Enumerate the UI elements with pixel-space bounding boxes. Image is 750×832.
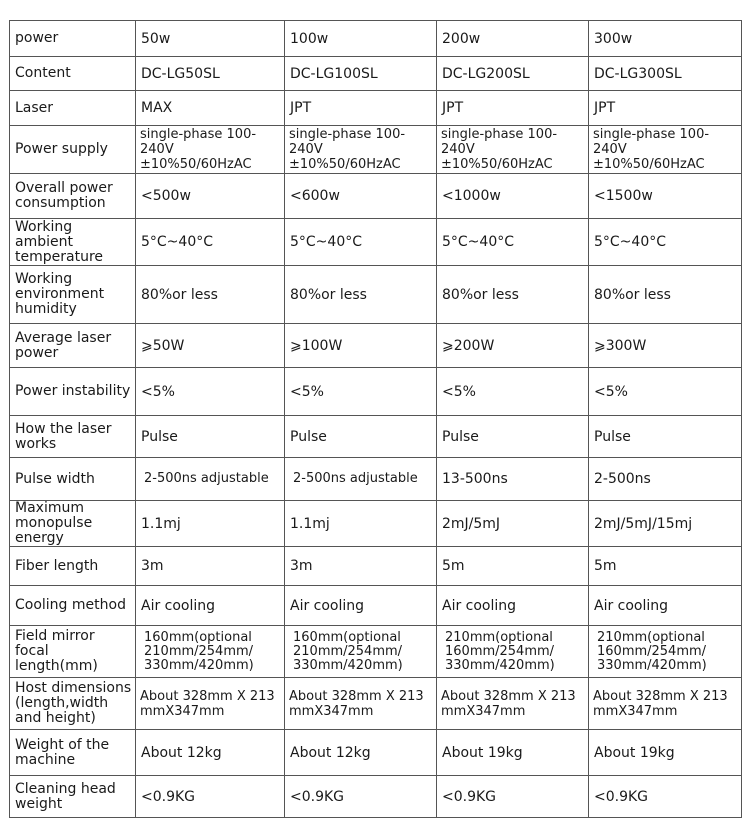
row-label: Overall power consumption [10, 174, 136, 219]
table-row [10, 501, 742, 547]
table-row [10, 324, 742, 368]
table-row [10, 730, 742, 776]
cell-300w: 5m [589, 547, 742, 586]
cell-300w: 300w [589, 21, 742, 57]
row-label: Power instability [10, 368, 136, 416]
cell-50w: 2-500ns adjustable [136, 458, 285, 501]
cell-200w: single-phase 100-240V ±10%50/60HzAC [437, 126, 589, 174]
row-label: Field mirror focal length(mm) [10, 626, 136, 678]
cell-300w: 80%or less [589, 266, 742, 324]
cell-100w: 160mm(optional 210mm/254mm/ 330mm/420mm) [285, 626, 437, 678]
cell-100w: JPT [285, 91, 437, 126]
cell-300w: 2mJ/5mJ/15mj [589, 501, 742, 547]
cell-200w: 200w [437, 21, 589, 57]
cell-100w: About 12kg [285, 730, 437, 776]
cell-200w: <1000w [437, 174, 589, 219]
row-label: Content [10, 57, 136, 91]
row-label: Cooling method [10, 586, 136, 626]
table-row [10, 547, 742, 586]
cell-200w: About 19kg [437, 730, 589, 776]
cell-300w: Pulse [589, 416, 742, 458]
cell-50w: 5°C~40°C [136, 219, 285, 266]
cell-50w: 1.1mj [136, 501, 285, 547]
cell-50w: About 12kg [136, 730, 285, 776]
row-label: Power supply [10, 126, 136, 174]
cell-300w: single-phase 100-240V ±10%50/60HzAC [589, 126, 742, 174]
cell-300w: Air cooling [589, 586, 742, 626]
cell-200w: 2mJ/5mJ [437, 501, 589, 547]
cell-300w: 5°C~40°C [589, 219, 742, 266]
cell-100w: 1.1mj [285, 501, 437, 547]
table-row [10, 57, 742, 91]
cell-100w: 3m [285, 547, 437, 586]
cell-200w: Air cooling [437, 586, 589, 626]
table-row [10, 586, 742, 626]
row-label: Cleaning head weight [10, 776, 136, 818]
cell-100w: 2-500ns adjustable [285, 458, 437, 501]
cell-200w: 5°C~40°C [437, 219, 589, 266]
row-label: Host dimensions (length,width and height) [10, 678, 136, 730]
table-row [10, 458, 742, 501]
table-row [10, 678, 742, 730]
table-row [10, 368, 742, 416]
cell-200w: DC-LG200SL [437, 57, 589, 91]
cell-300w: 2-500ns [589, 458, 742, 501]
cell-50w: <500w [136, 174, 285, 219]
cell-300w: <5% [589, 368, 742, 416]
row-label: Weight of the machine [10, 730, 136, 776]
cell-100w: Pulse [285, 416, 437, 458]
cell-200w: 80%or less [437, 266, 589, 324]
cell-50w: About 328mm X 213 mmX347mm [136, 678, 285, 730]
table-row [10, 126, 742, 174]
cell-50w: 3m [136, 547, 285, 586]
cell-300w: JPT [589, 91, 742, 126]
cell-50w: 80%or less [136, 266, 285, 324]
cell-100w: DC-LG100SL [285, 57, 437, 91]
cell-100w: <600w [285, 174, 437, 219]
cell-200w: Pulse [437, 416, 589, 458]
cell-100w: single-phase 100-240V ±10%50/60HzAC [285, 126, 437, 174]
cell-50w: 160mm(optional 210mm/254mm/ 330mm/420mm) [136, 626, 285, 678]
cell-50w: 50w [136, 21, 285, 57]
cell-200w: 5m [437, 547, 589, 586]
cell-200w: ⩾200W [437, 324, 589, 368]
cell-50w: ⩾50W [136, 324, 285, 368]
row-label: Pulse width [10, 458, 136, 501]
cell-300w: <0.9KG [589, 776, 742, 818]
table-row [10, 626, 742, 678]
row-label: Average laser power [10, 324, 136, 368]
table-row [10, 416, 742, 458]
row-label: How the laser works [10, 416, 136, 458]
table-row [10, 21, 742, 57]
cell-300w: <1500w [589, 174, 742, 219]
cell-200w: 13-500ns [437, 458, 589, 501]
cell-50w: MAX [136, 91, 285, 126]
table-row [10, 174, 742, 219]
cell-200w: About 328mm X 213 mmX347mm [437, 678, 589, 730]
cell-50w: <5% [136, 368, 285, 416]
row-label: Fiber length [10, 547, 136, 586]
row-label: Working environment humidity [10, 266, 136, 324]
cell-50w: Air cooling [136, 586, 285, 626]
cell-100w: Air cooling [285, 586, 437, 626]
cell-100w: <5% [285, 368, 437, 416]
cell-300w: About 328mm X 213 mmX347mm [589, 678, 742, 730]
table-row [10, 219, 742, 266]
row-label: Working ambient temperature [10, 219, 136, 266]
cell-100w: 5°C~40°C [285, 219, 437, 266]
cell-50w: DC-LG50SL [136, 57, 285, 91]
table-row [10, 266, 742, 324]
cell-300w: ⩾300W [589, 324, 742, 368]
cell-200w: <0.9KG [437, 776, 589, 818]
cell-300w: DC-LG300SL [589, 57, 742, 91]
spec-table [9, 20, 742, 818]
cell-300w: 210mm(optional 160mm/254mm/ 330mm/420mm) [589, 626, 742, 678]
cell-100w: About 328mm X 213 mmX347mm [285, 678, 437, 730]
cell-100w: <0.9KG [285, 776, 437, 818]
cell-100w: 80%or less [285, 266, 437, 324]
cell-100w: ⩾100W [285, 324, 437, 368]
cell-200w: 210mm(optional 160mm/254mm/ 330mm/420mm) [437, 626, 589, 678]
table-row [10, 776, 742, 818]
cell-50w: <0.9KG [136, 776, 285, 818]
cell-200w: <5% [437, 368, 589, 416]
cell-300w: About 19kg [589, 730, 742, 776]
cell-50w: single-phase 100-240V ±10%50/60HzAC [136, 126, 285, 174]
row-label: Laser [10, 91, 136, 126]
row-label: power [10, 21, 136, 57]
cell-100w: 100w [285, 21, 437, 57]
cell-50w: Pulse [136, 416, 285, 458]
cell-200w: JPT [437, 91, 589, 126]
table-row [10, 91, 742, 126]
row-label: Maximum monopulse energy [10, 501, 136, 547]
